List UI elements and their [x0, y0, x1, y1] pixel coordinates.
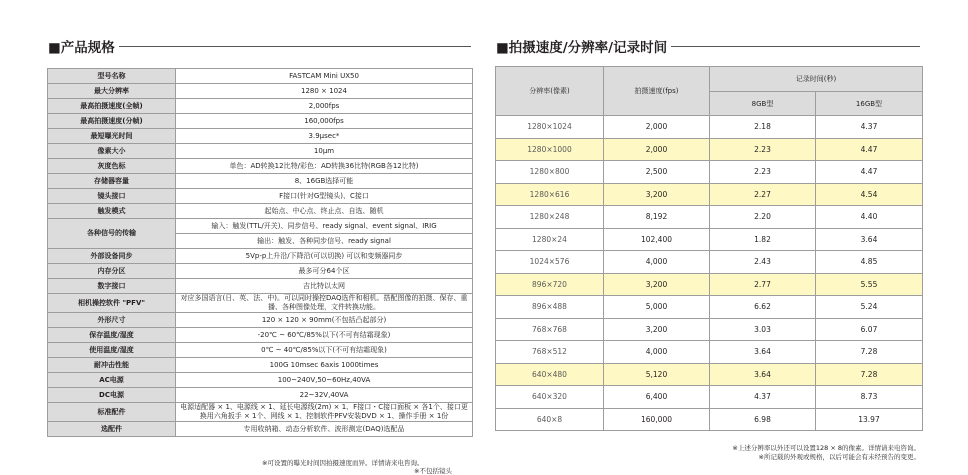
spec-label: 耐冲击性能 [48, 358, 176, 373]
spec-value: FASTCAM Mini UX50 [176, 69, 473, 84]
record-8gb-cell: 3.64 [710, 341, 816, 364]
spec-row [48, 358, 473, 373]
spec-label: 最短曝光时间 [48, 129, 176, 144]
spec-value: 8、16GB选择可能 [176, 174, 473, 189]
speed-note-change: ※所记载的外观或规格，以后可能会有未经预告的变更。 [758, 453, 920, 461]
resolution-cell: 1024×576 [496, 251, 604, 274]
speed-section-title [496, 36, 920, 56]
spec-value: -20℃ ~ 60℃/85%以下(不可有结霜现象) [176, 328, 473, 343]
resolution-cell: 896×488 [496, 296, 604, 319]
record-8gb-cell: 2.23 [710, 161, 816, 184]
record-16gb-cell: 7.28 [816, 363, 923, 386]
speed-row [496, 408, 923, 431]
spec-label: 镜头接口 [48, 189, 176, 204]
spec-label: 内存分区 [48, 264, 176, 279]
speed-row [496, 341, 923, 364]
spec-value: 160,000fps [176, 114, 473, 129]
record-8gb-cell: 2.43 [710, 251, 816, 274]
record-16gb-cell: 6.07 [816, 318, 923, 341]
speed-table [495, 66, 923, 431]
record-8gb-cell: 2.20 [710, 206, 816, 229]
record-8gb-cell: 6.98 [710, 408, 816, 431]
spec-value: 100G 10msec 6axis 1000times [176, 358, 473, 373]
spec-label: 灰度色标 [48, 159, 176, 174]
spec-value: 单色：AD转换12比特/彩色：AD转换36比特(RGB各12比特) [176, 159, 473, 174]
spec-row [48, 373, 473, 388]
spec-row [48, 219, 473, 234]
spec-row [48, 129, 473, 144]
fps-cell: 5,120 [604, 363, 710, 386]
spec-row [48, 343, 473, 358]
spec-row [48, 264, 473, 279]
speed-note-pixels: ※上述分辨率以外还可以设置128 × 8的像素。详情请来电咨询。 [732, 444, 920, 452]
record-16gb-cell: 8.73 [816, 386, 923, 409]
spec-row [48, 84, 473, 99]
record-16gb-cell: 5.24 [816, 296, 923, 319]
fps-cell: 5,000 [604, 296, 710, 319]
resolution-cell: 640×320 [496, 386, 604, 409]
fps-cell: 8,192 [604, 206, 710, 229]
spec-title-rule [119, 46, 471, 47]
spec-row [48, 159, 473, 174]
spec-section-title [48, 36, 471, 56]
record-16gb-cell: 4.47 [816, 161, 923, 184]
spec-row [48, 328, 473, 343]
spec-label: 标准配件 [48, 403, 176, 422]
fps-cell: 2,000 [604, 138, 710, 161]
fps-cell: 3,200 [604, 318, 710, 341]
spec-value: 22~32V,40VA [176, 388, 473, 403]
resolution-cell: 896×720 [496, 273, 604, 296]
spec-value: 100~240V,50~60Hz,40VA [176, 373, 473, 388]
speed-row [496, 296, 923, 319]
spec-value: 对应多国语言(日、英、法、中)。可以同时操控DAQ选件和相机。搭配图像的拍摄、保存、重播、各种图像处理，文件转换功能。 [176, 294, 473, 313]
spec-row [48, 69, 473, 84]
spec-table [47, 68, 473, 437]
spec-label: AC电源 [48, 373, 176, 388]
fps-cell: 102,400 [604, 228, 710, 251]
spec-value: 1280 × 1024 [176, 84, 473, 99]
spec-row [48, 313, 473, 328]
resolution-cell: 1280×248 [496, 206, 604, 229]
spec-row [48, 294, 473, 313]
spec-value: 10μm [176, 144, 473, 159]
spec-row [48, 189, 473, 204]
speed-row [496, 206, 923, 229]
speed-title-rule [671, 46, 920, 47]
resolution-cell: 1280×616 [496, 183, 604, 206]
header-resolution: 分辨率(像素) [496, 67, 604, 116]
spec-value: 电源适配器 × 1、电源线 × 1、延长电源线(2m) × 1、F接口・C接口面板 × 各1个、接口更换用六角扳手 × 1个、网线 × 1、控制软件PFV安装DVD × 1、操作手册 × 1份 [176, 403, 473, 422]
header-record-time: 记录时间(秒) [710, 67, 923, 92]
spec-row [48, 174, 473, 189]
fps-cell: 6,400 [604, 386, 710, 409]
record-8gb-cell: 3.64 [710, 363, 816, 386]
spec-row [48, 99, 473, 114]
fps-cell: 2,500 [604, 161, 710, 184]
spec-value: 输出：触发、各种同步信号、ready signal [176, 234, 473, 249]
spec-label: 最高拍摄速度(全帧) [48, 99, 176, 114]
spec-label: 保存温度/湿度 [48, 328, 176, 343]
spec-label: DC电源 [48, 388, 176, 403]
spec-label: 外部设备同步 [48, 249, 176, 264]
spec-row [48, 249, 473, 264]
record-16gb-cell: 4.54 [816, 183, 923, 206]
spec-note-exposure: ※可设置的曝光时间因拍摄速度而异。详情请来电咨询。 [262, 459, 424, 467]
spec-note-lens: ※不包括镜头 [414, 467, 452, 475]
header-8gb: 8GB型 [710, 92, 816, 116]
resolution-cell: 1280×800 [496, 161, 604, 184]
record-16gb-cell: 4.37 [816, 116, 923, 139]
spec-label: 存储器容量 [48, 174, 176, 189]
spec-title-text: ■产品规格 [48, 40, 115, 56]
record-16gb-cell: 3.64 [816, 228, 923, 251]
record-16gb-cell: 5.55 [816, 273, 923, 296]
spec-row [48, 403, 473, 422]
spec-row [48, 144, 473, 159]
fps-cell: 3,200 [604, 273, 710, 296]
speed-row [496, 138, 923, 161]
spec-row [48, 114, 473, 129]
record-8gb-cell: 2.18 [710, 116, 816, 139]
resolution-cell: 1280×24 [496, 228, 604, 251]
speed-row [496, 273, 923, 296]
spec-label: 最高拍摄速度(分帧) [48, 114, 176, 129]
spec-value: 输入：触发(TTL/开关)、同步信号、ready signal、event signal、IRIG [176, 219, 473, 234]
record-8gb-cell: 2.27 [710, 183, 816, 206]
header-fps: 拍摄速度(fps) [604, 67, 710, 116]
speed-row [496, 363, 923, 386]
spec-value: 专用收纳箱、动态分析软件、波形测定(DAQ)选配品 [176, 422, 473, 437]
resolution-cell: 768×768 [496, 318, 604, 341]
record-8gb-cell: 2.23 [710, 138, 816, 161]
fps-cell: 2,000 [604, 116, 710, 139]
spec-value: 3.9μsec* [176, 129, 473, 144]
record-8gb-cell: 1.82 [710, 228, 816, 251]
record-16gb-cell: 4.47 [816, 138, 923, 161]
resolution-cell: 1280×1000 [496, 138, 604, 161]
spec-label: 像素大小 [48, 144, 176, 159]
record-8gb-cell: 3.03 [710, 318, 816, 341]
fps-cell: 3,200 [604, 183, 710, 206]
resolution-cell: 640×480 [496, 363, 604, 386]
record-16gb-cell: 7.28 [816, 341, 923, 364]
header-16gb: 16GB型 [816, 92, 923, 116]
spec-label: 触发模式 [48, 204, 176, 219]
spec-value: 吉比特以太网 [176, 279, 473, 294]
speed-row [496, 251, 923, 274]
spec-label: 相机操控软件 "PFV" [48, 294, 176, 313]
speed-row [496, 318, 923, 341]
speed-row [496, 116, 923, 139]
speed-row [496, 183, 923, 206]
fps-cell: 4,000 [604, 251, 710, 274]
spec-value: 最多可分64个区 [176, 264, 473, 279]
speed-row [496, 386, 923, 409]
spec-label: 外形尺寸 [48, 313, 176, 328]
speed-row [496, 161, 923, 184]
spec-label: 最大分辨率 [48, 84, 176, 99]
fps-cell: 4,000 [604, 341, 710, 364]
record-16gb-cell: 4.85 [816, 251, 923, 274]
record-8gb-cell: 6.62 [710, 296, 816, 319]
speed-row [496, 228, 923, 251]
spec-label: 使用温度/湿度 [48, 343, 176, 358]
spec-row [48, 204, 473, 219]
fps-cell: 160,000 [604, 408, 710, 431]
resolution-cell: 1280×1024 [496, 116, 604, 139]
spec-row [48, 279, 473, 294]
spec-value: 0℃ ~ 40℃/85%以下(不可有结霜现象) [176, 343, 473, 358]
spec-label: 各种信号的传输 [48, 219, 176, 249]
spec-label: 型号名称 [48, 69, 176, 84]
spec-label: 数字接口 [48, 279, 176, 294]
spec-label: 选配件 [48, 422, 176, 437]
resolution-cell: 768×512 [496, 341, 604, 364]
speed-title-text: ■拍摄速度/分辨率/记录时间 [496, 40, 668, 56]
spec-value: 2,000fps [176, 99, 473, 114]
record-8gb-cell: 4.37 [710, 386, 816, 409]
spec-value: 5Vp-p上升沿/下降沿(可以切换) 可以和变频器同步 [176, 249, 473, 264]
spec-row [48, 422, 473, 437]
record-16gb-cell: 4.40 [816, 206, 923, 229]
record-8gb-cell: 2.77 [710, 273, 816, 296]
record-16gb-cell: 13.97 [816, 408, 923, 431]
spec-value: 起始点、中心点、终止点、自选、随机 [176, 204, 473, 219]
spec-value: 120 × 120 × 90mm(不包括凸起部分) [176, 313, 473, 328]
spec-value: F接口(针对G型镜头)、C接口 [176, 189, 473, 204]
spec-row [48, 388, 473, 403]
resolution-cell: 640×8 [496, 408, 604, 431]
